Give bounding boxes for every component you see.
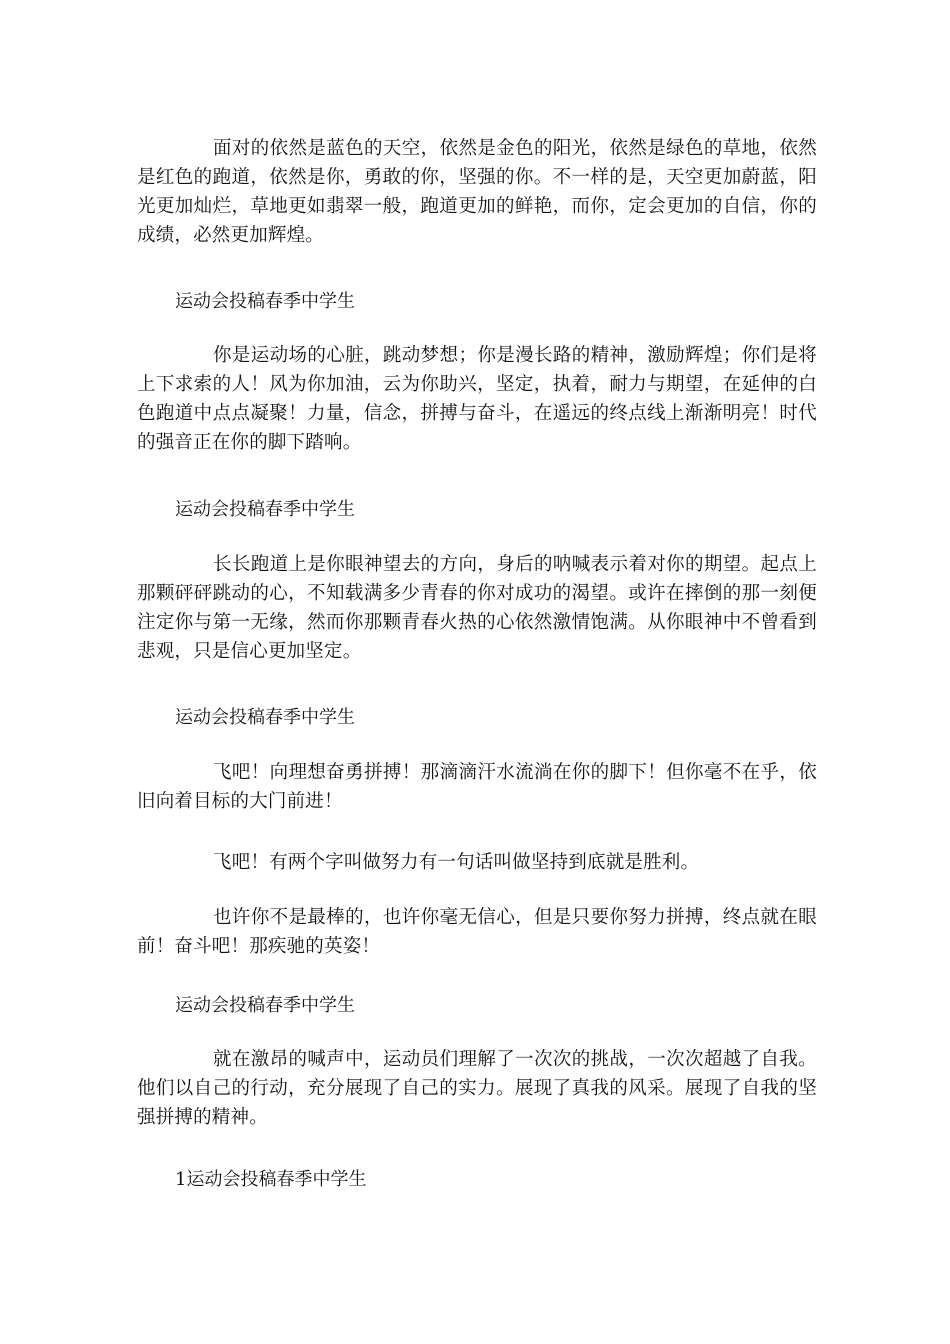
paragraph-7: 就在激昂的喊声中，运动员们理解了一次次的挑战，一次次超越了自我。他们以自己的行动，充分展现了自己的实力。展现了真我的风采。展现了自我的坚强拼搏的精神。 — [137, 1049, 817, 1128]
paragraph-3: 长长跑道上是你眼神望去的方向，身后的呐喊表示着对你的期望。起点上那颗砰砰跳动的心，不知载满多少青春的你对成功的渴望。或许在摔倒的那一刻便注定你与第一无缘，然而你那颗青春火热的心依然激情饱满。从你眼神中不曾看到悲观，只是信心更加坚定。 — [137, 554, 817, 662]
section-heading-5: 1运动会投稿春季中学生 — [175, 1169, 367, 1190]
paragraph-4: 飞吧！向理想奋勇拼搏！那滴滴汗水流淌在你的脚下！但你毫不在乎，依旧向着目标的大门前进！ — [137, 762, 817, 812]
paragraph-5: 飞吧！有两个字叫做努力有一句话叫做坚持到底就是胜利。 — [213, 852, 700, 873]
section-heading-4: 运动会投稿春季中学生 — [175, 995, 355, 1016]
section-heading-3: 运动会投稿春季中学生 — [175, 707, 355, 728]
paragraph-1: 面对的依然是蓝色的天空，依然是金色的阳光，依然是绿色的草地，依然是红色的跑道，依然是你，勇敢的你，坚强的你。不一样的是，天空更加蔚蓝，阳光更加灿烂，草地更如翡翠一般，跑道更加的鲜艳，而你，定会更加的自信，你的成绩，必然更加辉煌。 — [137, 138, 817, 246]
section-heading-1: 运动会投稿春季中学生 — [175, 291, 355, 312]
paragraph-2: 你是运动场的心脏，跳动梦想；你是漫长路的精神，激励辉煌；你们是将上下求索的人！风为你加油，云为你助兴，坚定，执着，耐力与期望，在延伸的白色跑道中点点凝聚！力量，信念，拼搏与奋斗，在遥远的终点线上渐渐明亮！时代的强音正在你的脚下踏响。 — [137, 345, 817, 453]
section-heading-2: 运动会投稿春季中学生 — [175, 499, 355, 520]
paragraph-6: 也许你不是最棒的，也许你毫无信心，但是只要你努力拼搏，终点就在眼前！奋斗吧！那疾驰的英姿！ — [137, 907, 817, 957]
